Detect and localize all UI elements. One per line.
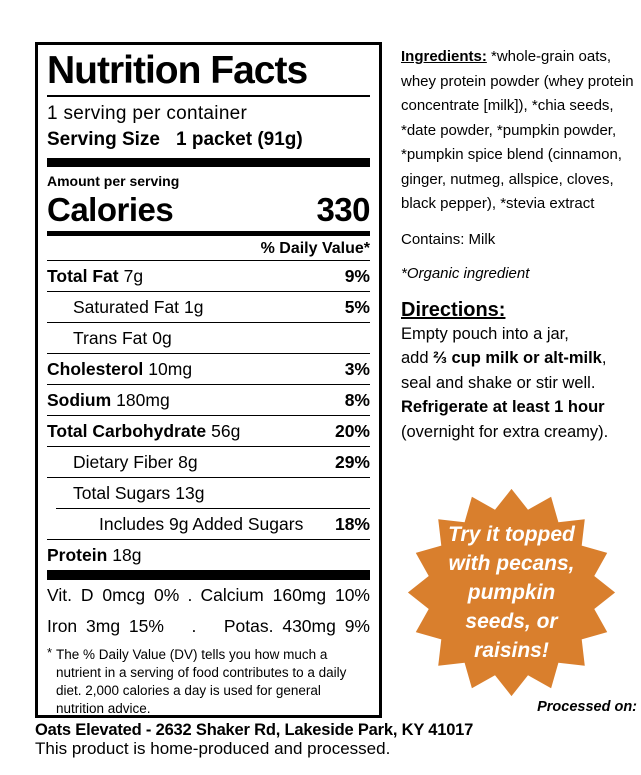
micronutrient-separator: . (191, 616, 197, 636)
servings-per-container: 1 serving per container (47, 103, 248, 124)
nutrient-amount: 13g (175, 483, 205, 503)
nutrient-dv: 18% (334, 514, 370, 534)
nutrient-row-dietary-fiber (47, 446, 370, 477)
nutrition-facts-title: Nutrition Facts (47, 50, 370, 97)
micronutrient-row-iron-potassium (47, 611, 370, 642)
calories-label: Calories (47, 191, 174, 228)
serving-size-value: 1 packet (91g) (176, 129, 303, 150)
micronutrient-right: Potas. 430mg 9% (223, 616, 370, 636)
footnote-asterisk: * (47, 645, 53, 660)
ingredients-paragraph (401, 45, 639, 217)
nutrient-amount: 1g (184, 297, 204, 317)
nutrient-amount: 7g (123, 266, 144, 286)
nutrient-row-total-fat (47, 260, 370, 291)
nutrient-row-sodium (47, 384, 370, 415)
nutrient-dv: 3% (344, 359, 370, 379)
organic-note: *Organic ingredient (401, 264, 530, 282)
nutrient-row-trans-fat (47, 322, 370, 353)
micronutrient-left: Iron 3mg 15% (47, 616, 164, 636)
directions-line-1: Empty pouch into a jar, (401, 324, 569, 343)
calories-value: 330 (316, 191, 370, 228)
processed-on-label: Processed on: (537, 699, 637, 715)
nutrient-name: Cholesterol (47, 359, 144, 379)
nutrient-row-saturated-fat (47, 291, 370, 322)
micronutrient-left: Vit. D 0mcg 0% (47, 585, 180, 605)
nutrient-row-total-carbohydrate (47, 415, 370, 446)
nutrient-amount: 8g (178, 452, 198, 472)
thick-divider (47, 570, 370, 580)
side-panel (401, 45, 639, 444)
micronutrient-right: Calcium 160mg 10% (200, 585, 370, 605)
nutrient-row-protein (47, 539, 370, 570)
nutrient-name: Total Fat (47, 266, 119, 286)
producer-address: Oats Elevated - 2632 Shaker Rd, Lakeside Park, KY 41017 (35, 721, 474, 739)
nutrient-amount: 180mg (116, 390, 170, 410)
thick-divider (47, 158, 370, 167)
amount-per-serving-label: Amount per serving (47, 173, 180, 189)
nutrient-name: Includes 9g Added Sugars (99, 514, 304, 534)
nutrient-name: Trans Fat (73, 328, 148, 348)
daily-value-footnote (47, 646, 370, 718)
serving-size-label: Serving Size (47, 129, 160, 150)
nutrient-name: Total Sugars (73, 483, 171, 503)
micronutrient-row-vitd-calcium (47, 580, 370, 611)
directions-line-4: Refrigerate at least 1 hour (401, 398, 605, 416)
nutrient-amount: 0g (152, 328, 172, 348)
directions-line-3: seal and shake or stir well. (401, 373, 596, 392)
serving-size-row (47, 128, 370, 152)
daily-value-header: % Daily Value* (260, 240, 370, 257)
nutrient-amount: 56g (211, 421, 241, 441)
badge-text: Try it topped with pecans, pumpkin seeds, or raisins! (448, 523, 575, 662)
nutrient-name: Total Carbohydrate (47, 421, 207, 441)
nutrient-dv: 5% (344, 297, 370, 317)
micronutrient-separator: . (187, 585, 193, 605)
ingredients-text: *whole-grain oats, whey protein powder (whey protein concentrate [milk]), *chia seeds, *date powder, *pumpkin powder, *pumpkin spice blend (cinnamon, ginger, nutmeg, allspice, cloves, black pepper), *stevia extract (401, 48, 634, 212)
nutrient-amount: 18g (112, 545, 142, 565)
nutrient-name: Sodium (47, 390, 112, 410)
nutrient-name: Protein (47, 545, 108, 565)
directions-line-5: (overnight for extra creamy). (401, 422, 609, 441)
calories-row (47, 190, 370, 230)
starburst-badge (403, 487, 620, 698)
producer-footer (35, 721, 595, 759)
nutrient-name: Saturated Fat (73, 297, 180, 317)
ingredients-label: Ingredients: (401, 48, 487, 65)
directions-label: Directions: (401, 298, 506, 321)
directions-line-2: add ⅔ cup milk or alt-milk, (401, 349, 607, 367)
nutrient-amount: 10mg (148, 359, 193, 379)
nutrient-row-cholesterol (47, 353, 370, 384)
nutrient-row-added-sugars (47, 509, 370, 539)
nutrient-dv: 8% (344, 390, 370, 410)
nutrient-name: Dietary Fiber (73, 452, 174, 472)
nutrition-facts-panel (35, 42, 382, 718)
home-produced-note: This product is home-produced and processed. (35, 739, 391, 758)
nutrient-dv: 9% (344, 266, 370, 286)
nutrient-dv: 20% (334, 421, 370, 441)
contains-statement: Contains: Milk (401, 230, 496, 248)
nutrient-row-total-sugars (47, 477, 370, 508)
footnote-text: The % Daily Value (DV) tells you how much a nutrient in a serving of food contributes to a daily diet. 2,000 calories a day is used for general nutrition advice. (56, 647, 347, 716)
nutrient-dv: 29% (334, 452, 370, 472)
